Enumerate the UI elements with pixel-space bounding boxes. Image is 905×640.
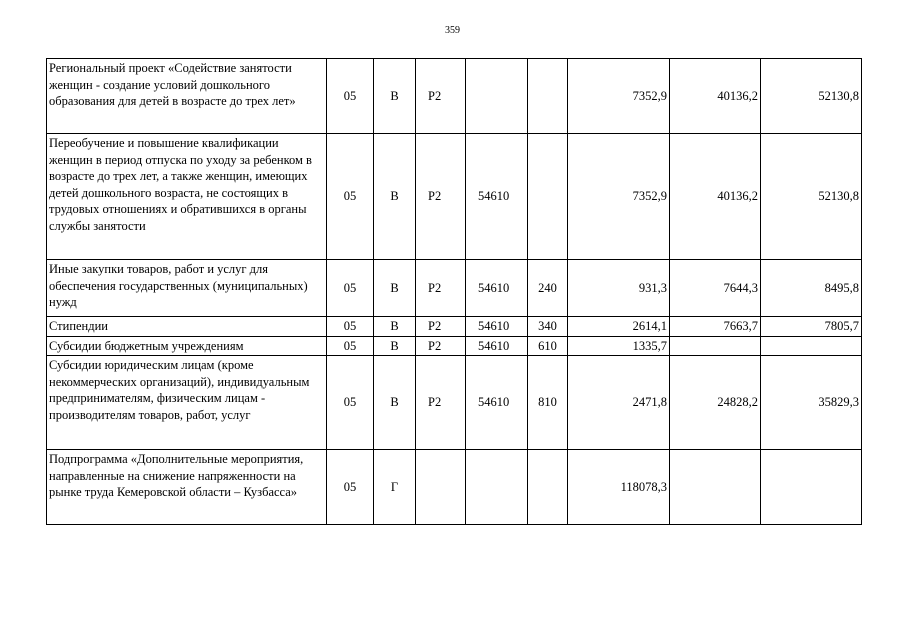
- expense-type-code: 240: [528, 260, 568, 317]
- amount-year-1: 7352,9: [568, 59, 670, 134]
- amount-year-1: 118078,3: [568, 450, 670, 525]
- amount-year-1: 1335,7: [568, 336, 670, 356]
- amount-year-2: 40136,2: [670, 59, 761, 134]
- project-code: Р2: [416, 260, 466, 317]
- table-row: [47, 356, 862, 450]
- row-name: Региональный проект «Содействие занятости женщин - создание условий дошкольного образования для детей в возрасте до трех лет»: [47, 59, 327, 134]
- section-code: 05: [327, 336, 374, 356]
- amount-year-2: [670, 336, 761, 356]
- section-code: 05: [327, 317, 374, 337]
- program-code: В: [374, 317, 416, 337]
- program-code: В: [374, 260, 416, 317]
- amount-year-3: 35829,3: [761, 356, 862, 450]
- section-code: 05: [327, 59, 374, 134]
- expense-type-code: 340: [528, 317, 568, 337]
- program-code: В: [374, 356, 416, 450]
- amount-year-3: 52130,8: [761, 134, 862, 260]
- row-name: Субсидии бюджетным учреждениям: [47, 336, 327, 356]
- table-row: [47, 317, 862, 337]
- project-code: Р2: [416, 134, 466, 260]
- expense-type-code: 610: [528, 336, 568, 356]
- table-row: [47, 59, 862, 134]
- expense-type-code: 810: [528, 356, 568, 450]
- row-name: Переобучение и повышение квалификации женщин в период отпуска по уходу за ребенком в возрасте до трех лет, а также женщин, имеющих детей дошкольного возраста, не состоящих в трудовых отношениях и обратившихся в органы службы занятости: [47, 134, 327, 260]
- amount-year-1: 2614,1: [568, 317, 670, 337]
- program-code: В: [374, 336, 416, 356]
- table-row: [47, 134, 862, 260]
- expense-type-code: [528, 59, 568, 134]
- direction-code: [466, 450, 528, 525]
- program-code: Г: [374, 450, 416, 525]
- amount-year-1: 931,3: [568, 260, 670, 317]
- amount-year-3: 7805,7: [761, 317, 862, 337]
- program-code: В: [374, 59, 416, 134]
- page-number: 359: [445, 25, 460, 36]
- amount-year-2: 24828,2: [670, 356, 761, 450]
- project-code: Р2: [416, 317, 466, 337]
- row-name: Подпрограмма «Дополнительные мероприятия, направленные на снижение напряженности на рынке труда Кемеровской области – Кузбасса»: [47, 450, 327, 525]
- row-name: Стипендии: [47, 317, 327, 337]
- amount-year-3: [761, 336, 862, 356]
- amount-year-2: 7663,7: [670, 317, 761, 337]
- section-code: 05: [327, 260, 374, 317]
- row-name: Субсидии юридическим лицам (кроме некоммерческих организаций), индивидуальным предпринимателям, физическим лицам - производителям товаров, работ, услуг: [47, 356, 327, 450]
- budget-table: [46, 58, 862, 525]
- table-row: [47, 450, 862, 525]
- amount-year-3: [761, 450, 862, 525]
- section-code: 05: [327, 134, 374, 260]
- direction-code: 54610: [466, 336, 528, 356]
- table-row: [47, 260, 862, 317]
- amount-year-1: 2471,8: [568, 356, 670, 450]
- project-code: [416, 450, 466, 525]
- expense-type-code: [528, 134, 568, 260]
- direction-code: 54610: [466, 356, 528, 450]
- project-code: Р2: [416, 59, 466, 134]
- amount-year-3: 8495,8: [761, 260, 862, 317]
- amount-year-3: 52130,8: [761, 59, 862, 134]
- amount-year-2: [670, 450, 761, 525]
- amount-year-2: 7644,3: [670, 260, 761, 317]
- direction-code: 54610: [466, 260, 528, 317]
- direction-code: [466, 59, 528, 134]
- section-code: 05: [327, 450, 374, 525]
- section-code: 05: [327, 356, 374, 450]
- direction-code: 54610: [466, 317, 528, 337]
- amount-year-1: 7352,9: [568, 134, 670, 260]
- program-code: В: [374, 134, 416, 260]
- direction-code: 54610: [466, 134, 528, 260]
- expense-type-code: [528, 450, 568, 525]
- row-name: Иные закупки товаров, работ и услуг для обеспечения государственных (муниципальных) нужд: [47, 260, 327, 317]
- project-code: Р2: [416, 336, 466, 356]
- amount-year-2: 40136,2: [670, 134, 761, 260]
- project-code: Р2: [416, 356, 466, 450]
- table-row: [47, 336, 862, 356]
